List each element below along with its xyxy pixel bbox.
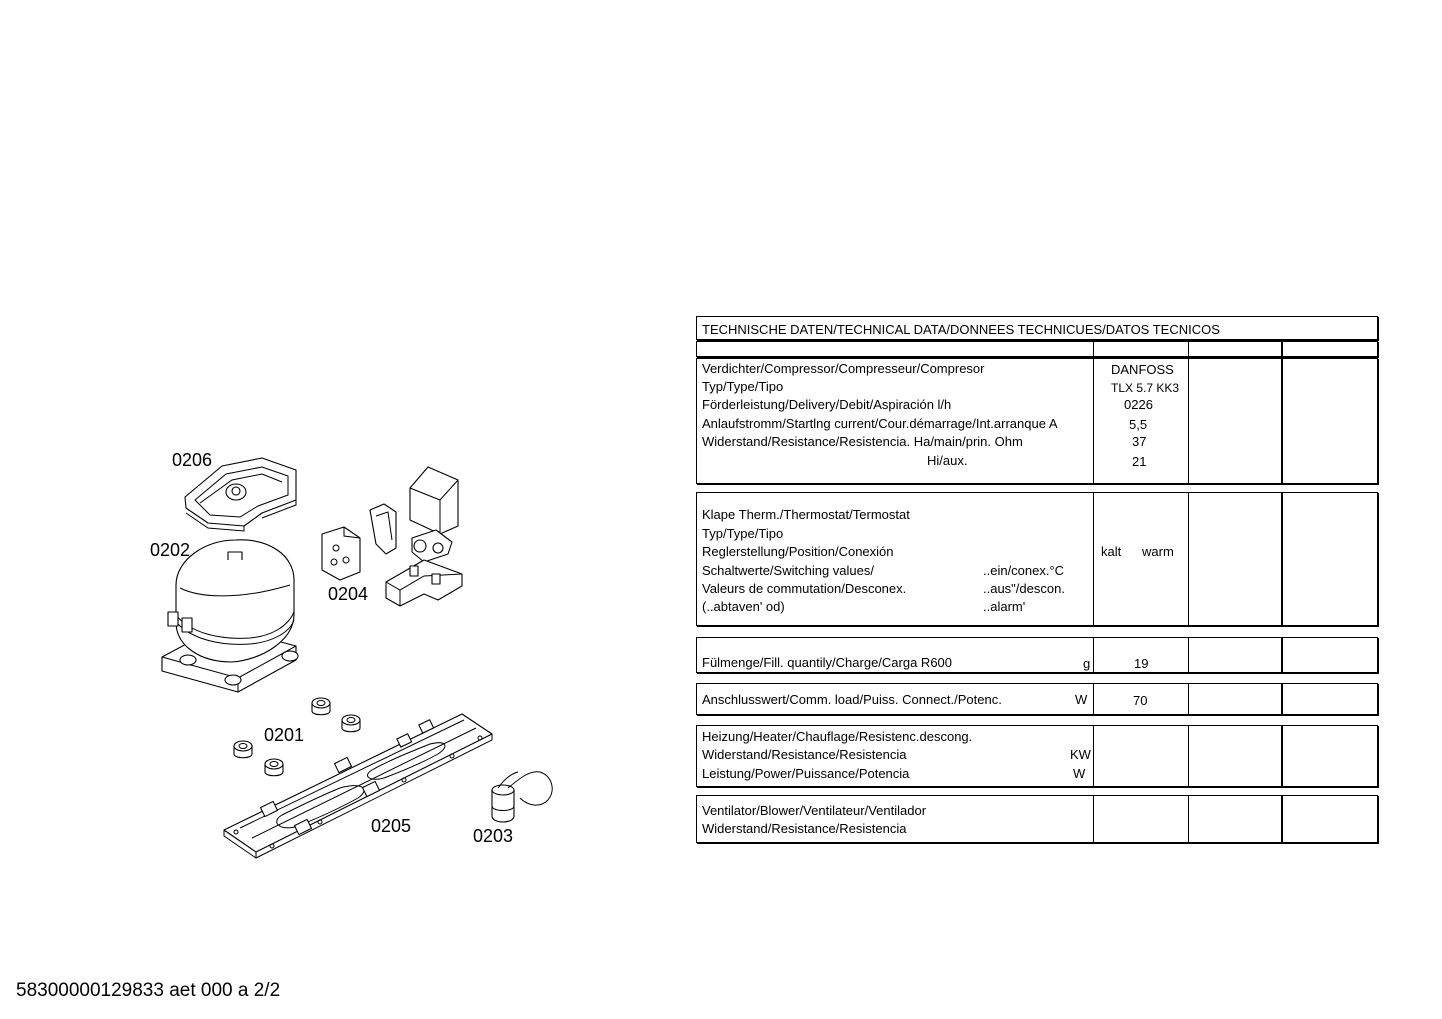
- warm-label: warm: [1142, 544, 1174, 559]
- label-0204: 0204: [328, 584, 369, 604]
- switch-on-sub: ..ein/conex.°C: [983, 563, 1065, 578]
- thermostat-type-row: Typ/Type/Tipo: [702, 526, 784, 541]
- part-0203-capacitor: [492, 772, 552, 822]
- fill-quantity-unit: g: [1083, 656, 1091, 671]
- resistance-aux-value: 21: [1132, 454, 1147, 469]
- table-title-box: [696, 316, 1378, 340]
- compressor-value: DANFOSS: [1111, 362, 1174, 377]
- heater-resistance-row: Widerstand/Resistance/Resistencia: [702, 747, 907, 762]
- header-strip: [696, 341, 1378, 357]
- resistance-main-value: 37: [1132, 434, 1147, 449]
- thermostat-row: Klape Therm./Thermostat/Termostat: [702, 507, 910, 522]
- load-unit: W: [1075, 692, 1088, 707]
- alarm-sub: ..alarm': [983, 599, 1026, 614]
- delivery-value: 0226: [1124, 397, 1153, 412]
- defrost-row: (..abtaven' od): [702, 599, 785, 614]
- starting-current-row: Anlaufstromm/Startlng current/Cour.démarrage/Int.arranque A: [702, 416, 1058, 431]
- compressor-type-row: Typ/Type/Tipo: [702, 379, 784, 394]
- compressor-row: Verdichter/Compressor/Compresseur/Compresor: [702, 361, 985, 376]
- label-0202: 0202: [150, 540, 191, 560]
- heater-power-unit: W: [1073, 766, 1086, 781]
- blower-row: Ventilator/Blower/Ventilateur/Ventilador: [702, 803, 927, 818]
- commutation-row: Valeurs de commutation/Desconex.: [702, 581, 907, 596]
- blower-resistance-row: Widerstand/Resistance/Resistencia: [702, 821, 907, 836]
- blower-section: [696, 795, 1378, 843]
- heater-section: [696, 725, 1378, 787]
- delivery-row: Förderleistung/Delivery/Debit/Aspiración l/h: [702, 397, 952, 412]
- resistance-aux-row: Hi/aux.: [927, 453, 968, 468]
- label-0206: 0206: [172, 450, 213, 470]
- load-value: 70: [1133, 693, 1148, 708]
- thermostat-section: [696, 492, 1378, 626]
- fill-quantity-value: 19: [1134, 656, 1149, 671]
- compressor-type-value: TLX 5.7 KK3: [1111, 381, 1180, 395]
- kalt-label: kalt: [1101, 544, 1122, 559]
- switching-values-row: Schaltwerte/Switching values/: [702, 563, 874, 578]
- exploded-parts-drawing: [0, 0, 720, 900]
- heater-power-row: Leistung/Power/Puissance/Potencia: [702, 766, 910, 781]
- switch-off-sub: ..aus"/descon.: [983, 581, 1065, 596]
- position-row: Reglerstellung/Position/Conexión: [702, 544, 894, 559]
- resistance-main-row: Widerstand/Resistance/Resistencia. Ha/main/prin. Ohm: [702, 434, 1023, 449]
- part-0202-compressor: [162, 540, 298, 692]
- document-number: 58300000129833 aet 000 a 2/2: [16, 980, 281, 1001]
- heater-resistance-unit: KW: [1070, 747, 1091, 762]
- label-0201: 0201: [264, 725, 305, 745]
- load-section: [696, 683, 1378, 715]
- fill-quantity-label: Fülmenge/Fill. quantily/Charge/Carga R600: [702, 655, 953, 670]
- table-title: TECHNISCHE DATEN/TECHNICAL DATA/DONNEES TECHNICUES/DATOS TECNICOS: [702, 322, 1220, 337]
- starting-current-value: 5,5: [1129, 417, 1148, 432]
- compressor-section: [696, 358, 1378, 484]
- label-0203: 0203: [473, 826, 514, 846]
- fill-quantity-section: [696, 637, 1378, 673]
- heater-row: Heizung/Heater/Chauflage/Resistenc.descong.: [702, 729, 973, 744]
- label-0205: 0205: [371, 816, 412, 836]
- load-label: Anschlusswert/Comm. load/Puiss. Connect./Potenc.: [702, 692, 1002, 707]
